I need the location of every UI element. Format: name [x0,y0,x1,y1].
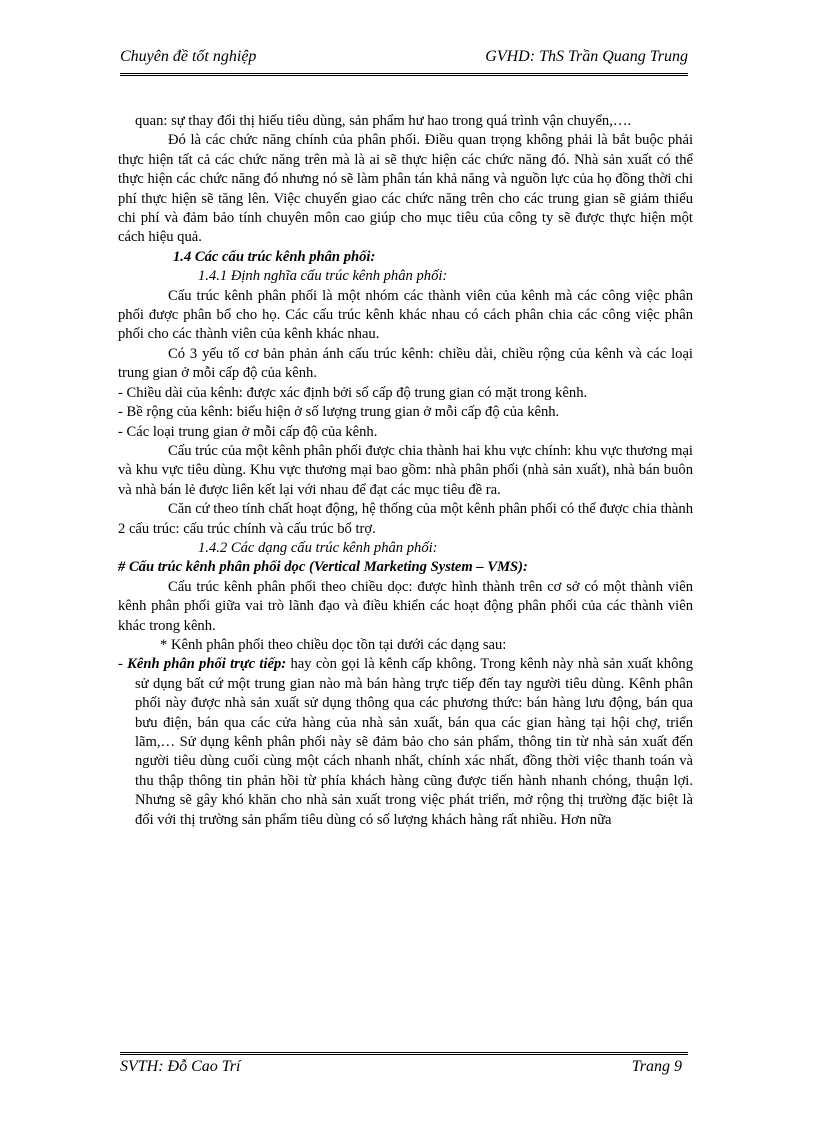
section-heading-1-4-2: 1.4.2 Các dạng cấu trúc kênh phân phối: [198,539,438,556]
paragraph-three-factors: Có 3 yếu tố cơ bản phản ánh cấu trúc kênh: chiều dài, chiều rộng của kênh và các loại trung gian ở mỗi cấp độ của kênh. [118,345,693,382]
section-heading-1-4-1: 1.4.1 Định nghĩa cấu trúc kênh phân phối: [198,268,448,285]
paragraph-definition: Cấu trúc kênh phân phối là một nhóm các thành viên của kênh mà các công việc phân phối được phân bổ cho họ. Các cấu trúc kênh khác nhau có cách phân chia các công việc phân phối cho các thành viên của kênh khác nhau. [118,287,693,343]
header-divider [120,73,688,76]
footer-student: SVTH: Đỗ Cao Trí [120,1058,241,1075]
paragraph-two-areas: Cấu trúc của một kênh phân phối được chia thành hai khu vực chính: khu vực thương mại và khu vực tiêu dùng. Khu vực thương mại bao gồm: nhà phân phối (nhà sản xuất), nhà bán buôn và nhà bán lẻ được liên kết lại với nhau để đạt các mục tiêu đề ra. [118,442,693,498]
section-heading-1-4: 1.4 Các cấu trúc kênh phân phối: [173,248,376,265]
list-item-width: - Bề rộng của kênh: biểu hiện ở số lượng trung gian ở mỗi cấp độ của kênh. [118,404,560,421]
paragraph-vertical-definition: Cấu trúc kênh phân phối theo chiều dọc: được hình thành trên cơ sở có một thành viên kênh phân phối giữa vai trò lãnh đạo và điều khiển các hoạt động phân phối của các thành viên khác trong kênh. [118,578,693,634]
direct-channel-text: hay còn gọi là kênh cấp không. Trong kênh này nhà sản xuất không sử dụng bất cứ một trung gian nào mà bán hàng trực tiếp đến tay người tiêu dùng. Kênh phân phối này được nhà sản xuất sử dụng thông qua các phương thức: bán hàng lưu động, bán qua bưu điện, bán qua các cửa hàng của nhà sản xuất, bán qua các gian hàng tại hội chợ, triển lãm,… Sử dụng kênh phân phối này sẽ đảm bảo cho sản phẩm, thông tin từ nhà sản xuất đến người tiêu dùng cuối cùng một cách nhanh nhất, chính xác nhất, đồng thời việc thanh toán và thu thập thông tin phản hồi từ phía khách hàng cũng được tiến hành nhanh chóng, thuận lợi. Nhưng sẽ gây khó khăn cho nhà sản xuất trong việc phát triển, mở rộng thị trường đặc biệt là đối với thị trường sản phẩm tiêu dùng có số lượng khách hàng rất nhiều. Hơn nữa [135,656,693,828]
paragraph-two-structures: Căn cứ theo tính chất hoạt động, hệ thống của một kênh phân phối có thể được chia thành 2 cấu trúc: cấu trúc chính và cấu trúc bổ trợ. [118,501,693,537]
page-number: Trang 9 [631,1058,682,1075]
paragraph-continuation: quan: sự thay đổi thị hiếu tiêu dùng, sản phẩm hư hao trong quá trình vận chuyển,…. [135,113,632,129]
list-item-intermediaries: - Các loại trung gian ở mỗi cấp độ của kênh. [118,423,378,440]
header-document-title: Chuyên đề tốt nghiệp [120,48,257,65]
direct-channel-label: Kênh phân phối trực tiếp: [127,656,287,673]
page-body [118,112,693,830]
list-item-direct-channel: - Kênh phân phối trực tiếp: hay còn gọi là kênh cấp không. Trong kênh này nhà sản xuất không sử dụng bất cứ một trung gian nào mà bán hàng trực tiếp đến tay người tiêu dùng. Kênh phân phối này được nhà sản xuất sử dụng thông qua các phương thức: bán hàng lưu động, bán qua bưu điện, bán qua các cửa hàng của nhà sản xuất, bán qua các gian hàng tại hội chợ, triển lãm,… Sử dụng kênh phân phối này sẽ đảm bảo cho sản phẩm, thông tin từ nhà sản xuất đến người tiêu dùng cuối cùng một cách nhanh nhất, chính xác nhất, đồng thời việc thanh toán và thu thập thông tin phản hồi từ phía khách hàng cũng được tiến hành nhanh chóng, thuận lợi. Nhưng sẽ gây khó khăn cho nhà sản xuất trong việc phát triển, mở rộng thị trường đặc biệt là đối với thị trường sản phẩm tiêu dùng có số lượng khách hàng rất nhiều. Hơn nữa [118,656,693,828]
list-item-length: - Chiều dài của kênh: được xác định bởi số cấp độ trung gian có mặt trong kênh. [118,384,588,401]
footer-divider [120,1052,688,1055]
header-supervisor: GVHD: ThS Trần Quang Trung [485,48,688,65]
page-footer [120,1056,688,1080]
paragraph-functions-summary: Đó là các chức năng chính của phân phối. Điều quan trọng không phải là bắt buộc phải thực hiện tất cả các chức năng trên mà là ai sẽ thực hiện các chức năng đó. Nhà sản xuất có thể thực hiện các chức năng đó nhưng nó sẽ làm phân tán khả năng và nguồn lực của họ đồng thời chi phí thực hiện sẽ tăng lên. Việc chuyển giao các chức năng trên cho các trung gian sẽ giảm thiểu chi phí và đảm bảo tính chuyên môn cao giúp cho mục tiêu của công ty sẽ được thực hiện một cách hiệu quả. [118,132,693,246]
paragraph-vertical-forms: * Kênh phân phối theo chiều dọc tồn tại dưới các dạng sau: [160,636,507,653]
heading-vertical-marketing-system: # Cấu trúc kênh phân phối dọc (Vertical Marketing System – VMS): [118,559,528,576]
page-header [120,46,688,70]
